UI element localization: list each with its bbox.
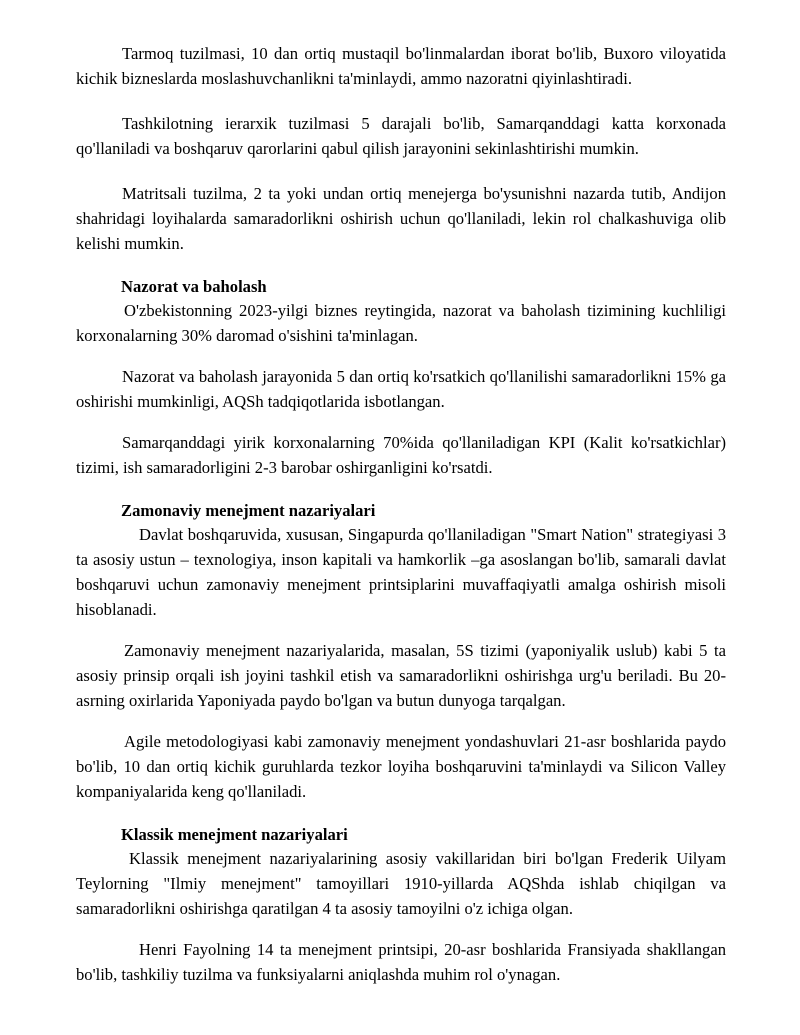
paragraph-modern-5s: Zamonaviy menejment nazariyalarida, masalan, 5S tizimi (yaponiyalik uslub) kabi 5 ta asosiy prinsip orqali ish joyini tashkil etish va samaradorlikni oshirishga urg'u beriladi. Bu 20-asrning oxirlarida Yaponiyada paydo bo'lgan va butun dunyoga tarqalgan. [76, 641, 726, 710]
paragraph-control-indicators: Nazorat va baholash jarayonida 5 dan ortiq ko'rsatkich qo'llanilishi samaradorlikni 15% ga oshirishi mumkinligi, AQSh tadqiqotlarida isbotlangan. [76, 367, 726, 411]
paragraph-hierarchical-structure: Tashkilotning ierarxik tuzilmasi 5 darajali bo'lib, Samarqanddagi katta korxonada qo'llaniladi va boshqaruv qarorlarini qabul qilish jarayonini sekinlashtirishi mumkin. [76, 114, 726, 158]
document-page [76, 41, 726, 987]
paragraph-control-rating: O'zbekistonning 2023-yilgi biznes reytingida, nazorat va baholash tizimining kuchliligi korxonalarning 30% daromad o'sishini ta'minlagan. [76, 301, 726, 345]
paragraph-control-kpi: Samarqanddagi yirik korxonalarning 70%ida qo'llaniladigan KPI (Kalit ko'rsatkichlar) tizimi, ish samaradorligini 2-3 barobar oshirganligini ko'rsatdi. [76, 433, 726, 477]
paragraph-classic-taylor: Klassik menejment nazariyalarining asosiy vakillaridan biri bo'lgan Frederik Uilyam Teylorning "Ilmiy menejment" tamoyillari 1910-yillarda AQShda ishlab chiqilgan va samaradorlikni oshirishga qaratilgan 4 ta asosiy tamoyilni o'z ichiga olgan. [76, 849, 726, 918]
section-heading-modern: Zamonaviy menejment nazariyalari [121, 501, 376, 520]
section-heading-classic: Klassik menejment nazariyalari [121, 825, 348, 844]
paragraph-classic-fayol: Henri Fayolning 14 ta menejment printsipi, 20-asr boshlarida Fransiyada shakllangan bo'lib, tashkiliy tuzilma va funksiyalarni aniqlashda muhim rol o'ynagan. [76, 940, 726, 984]
section-heading-control: Nazorat va baholash [121, 277, 267, 296]
paragraph-modern-agile: Agile metodologiyasi kabi zamonaviy menejment yondashuvlari 21-asr boshlarida paydo bo'lib, 10 dan ortiq kichik guruhlarda tezkor loyiha boshqaruvini ta'minlaydi va Silicon Valley kompaniyalarida keng qo'llaniladi. [76, 732, 726, 801]
paragraph-modern-smart-nation: Davlat boshqaruvida, xususan, Singapurda qo'llaniladigan "Smart Nation" strategiyasi 3 ta asosiy ustun – texnologiya, inson kapitali va hamkorlik –ga asoslangan bo'lib, samarali davlat boshqaruvi uchun zamonaviy menejment printsiplarini muvaffaqiyatli amalga oshirish misoli hisoblanadi. [76, 525, 726, 619]
paragraph-matrix-structure: Matritsali tuzilma, 2 ta yoki undan ortiq menejerga bo'ysunishni nazarda tutib, Andijon shahridagi loyihalarda samaradorlikni oshirish uchun qo'llaniladi, lekin rol chalkashuviga olib kelishi mumkin. [76, 184, 726, 253]
paragraph-network-structure: Tarmoq tuzilmasi, 10 dan ortiq mustaqil bo'linmalardan iborat bo'lib, Buxoro viloyatida kichik bizneslarda moslashuvchanlikni ta'minlaydi, ammo nazoratni qiyinlashtiradi. [76, 44, 726, 88]
